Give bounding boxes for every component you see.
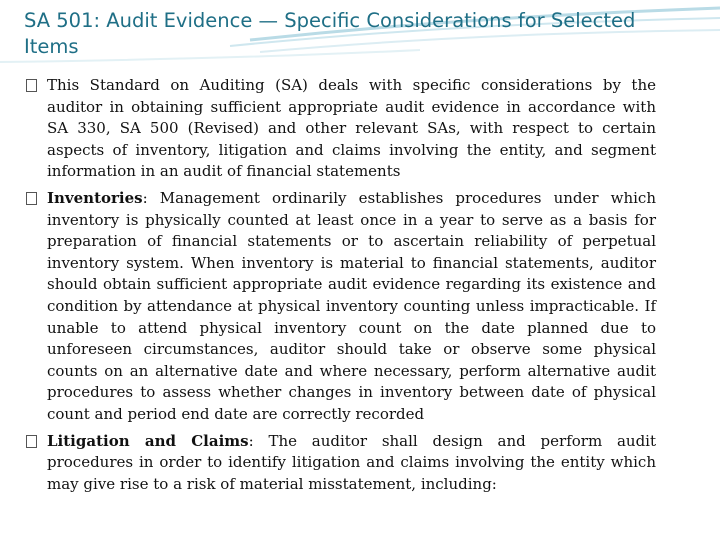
bullet-inventories-text: : Management ordinarily establishes procedures under which inventory is physically counted at least once in a year to serve as a basis for preparation of financial statements or to ascertain reliability of perpetual inventory system. When inventory is material to financial statements, auditor should obtain sufficient appropriate audit evidence regarding its existence and condition by attendance at physical inventory counting unless impracticable. If unable to attend physical inventory count on the date planned due to unforeseen circumstances, auditor should take or observe some physical counts on an alternative date and where necessary, perform alternative audit procedures to assess whether changes in inventory between date of physical count and period end date are correctly recorded [47, 188, 656, 423]
checkbox-bullet-icon [26, 79, 37, 92]
bullet-inventories [24, 188, 656, 426]
bullet-intro-text: This Standard on Auditing (SA) deals with specific considerations by the auditor in obtaining sufficient appropriate audit evidence in accordance with SA 330, SA 500 (Revised) and other relevant SAs, with respect to certain aspects of inventory, litigation and claims involving the entity, and segment information in an audit of financial statements [47, 76, 656, 181]
slide-title: SA 501: Audit Evidence — Specific Considerations for Selected Items [24, 9, 636, 58]
checkbox-bullet-icon [26, 192, 37, 205]
bullet-litigation-heading: Litigation and Claims [47, 431, 249, 450]
slide-body [24, 75, 656, 500]
bullet-litigation-text: : The auditor shall design and perform audit procedures in order to identify litigation and claims involving the entity which may give rise to a risk of material misstatement, including: [47, 431, 657, 493]
checkbox-bullet-icon [26, 435, 37, 448]
bullet-intro [24, 75, 656, 183]
bullet-litigation [24, 431, 656, 496]
bullet-inventories-heading: Inventories [47, 188, 143, 207]
